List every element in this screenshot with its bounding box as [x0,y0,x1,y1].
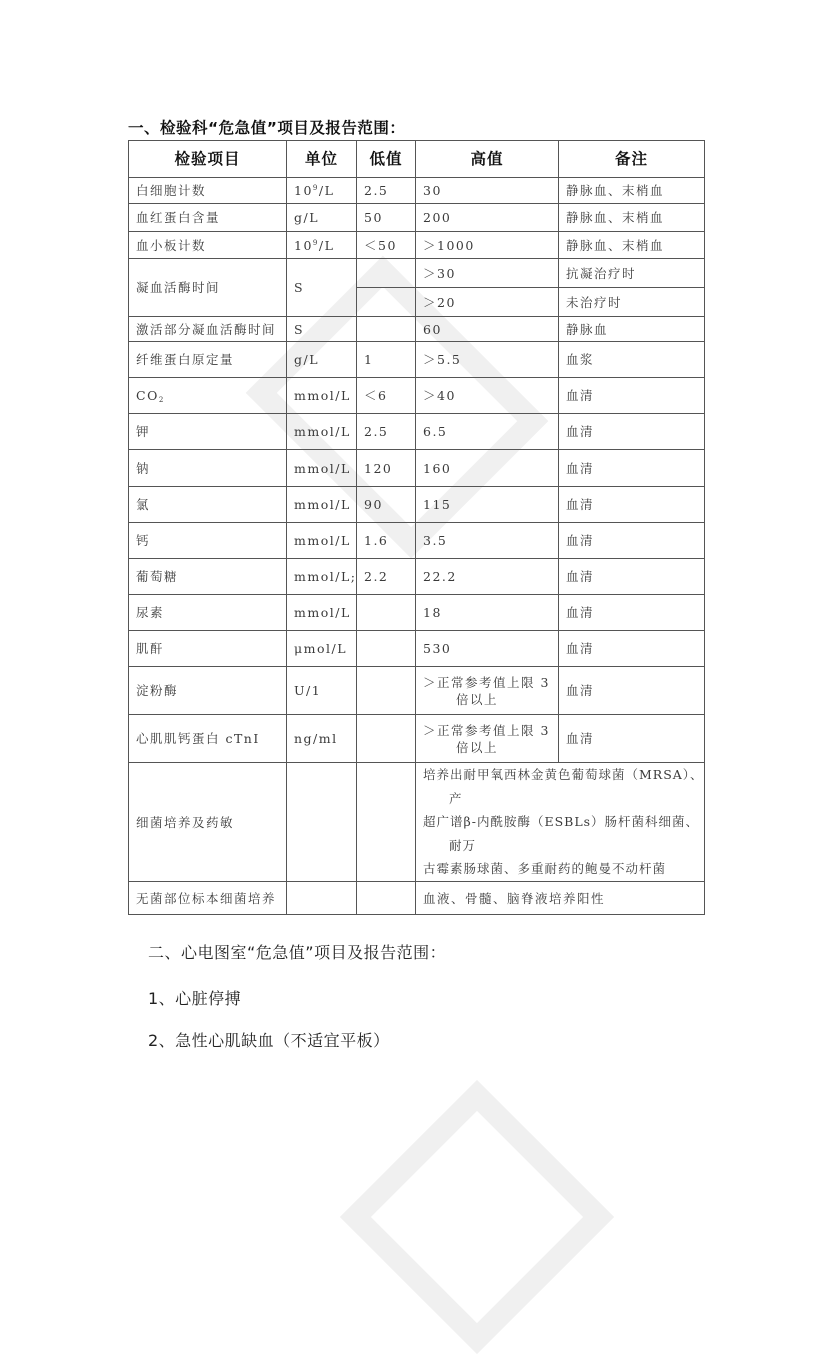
unit-cell [287,178,357,204]
table-row [129,178,705,204]
low-cell: 120 [357,450,416,487]
watermark-logo [340,1080,614,1354]
unit-rest: /L [318,183,335,198]
low-cell: ＜6 [357,378,416,414]
unit-cell: g/L [287,342,357,378]
low-cell: 2.5 [357,414,416,450]
unit-cell: mmol/L [287,523,357,559]
high-cell [416,667,559,715]
high-line: 倍以上 [456,739,499,755]
item-cell: 钠 [129,450,287,487]
item-cell: 氯 [129,487,287,523]
table-row [129,232,705,259]
unit-base: 10 [294,237,313,253]
item-base: CO [136,388,159,403]
high-cell: 血液、骨髓、脑脊液培养阳性 [416,882,705,915]
critical-values-table [128,140,705,915]
table-row [129,715,705,763]
high-line: ＞正常参考值上限 3 [423,722,550,738]
high-cell: 60 [416,317,559,342]
table-row [129,559,705,595]
low-cell [357,667,416,715]
low-cell: ＜50 [357,232,416,259]
unit-cell: S [287,317,357,342]
item-cell: 凝血活酶时间 [129,259,287,317]
item-cell: 尿素 [129,595,287,631]
low-cell: 50 [357,204,416,232]
high-cell: 18 [416,595,559,631]
note-cell: 血清 [559,631,705,667]
item-cell: 血红蛋白含量 [129,204,287,232]
table-row [129,259,705,288]
unit-exponent: 9 [312,184,319,192]
unit-cell: mmol/L [287,414,357,450]
note-cell: 血清 [559,523,705,559]
high-cell [416,763,705,882]
header-low: 低值 [357,141,416,178]
unit-exponent: 9 [312,238,319,247]
item-cell: 心肌肌钙蛋白 cTnI [129,715,287,763]
unit-cell: U/1 [287,667,357,715]
header-item: 检验项目 [129,141,287,178]
unit-cell [287,882,357,915]
unit-cell: mmol/L; [287,559,357,595]
low-cell [357,595,416,631]
note-cell: 血浆 [559,342,705,378]
low-cell: 2.2 [357,559,416,595]
low-cell: 2.5 [357,178,416,204]
note-cell: 静脉血、末梢血 [559,178,705,204]
high-cell: 160 [416,450,559,487]
note-cell: 血清 [559,595,705,631]
unit-cell: mmol/L [287,595,357,631]
high-line: 倍以上 [456,691,499,707]
high-cell: 22.2 [416,559,559,595]
item-cell: 激活部分凝血活酶时间 [129,317,287,342]
item-cell: 淀粉酶 [129,667,287,715]
low-cell: 1.6 [357,523,416,559]
table-row [129,763,705,882]
high-cell: ＞20 [416,288,559,317]
note-cell: 血清 [559,715,705,763]
high-cell: ＞40 [416,378,559,414]
low-cell [357,259,416,288]
item-cell: 血小板计数 [129,232,287,259]
unit-cell: μmol/L [287,631,357,667]
header-high: 高值 [416,141,559,178]
high-line: 超广谱β-内酰胺酶（ESBLs）肠杆菌科细菌、 [423,814,700,830]
table-row [129,882,705,915]
ecg-item: 2、急性心肌缺血（不适宜平板） [148,1031,390,1050]
note-cell: 血清 [559,559,705,595]
unit-cell [287,763,357,882]
unit-cell: S [287,259,357,317]
high-line: 耐万 [449,837,477,853]
unit-base: 10 [294,183,313,198]
note-cell: 静脉血、末梢血 [559,232,705,259]
table-row [129,414,705,450]
unit-cell [287,232,357,259]
table-row [129,595,705,631]
item-cell: 钙 [129,523,287,559]
section-2-title: 二、心电图室“危急值”项目及报告范围： [148,943,447,962]
low-cell [357,288,416,317]
high-line: 培养出耐甲氧西林金黄色葡萄球菌（MRSA）、 [423,767,704,783]
note-cell: 血清 [559,378,705,414]
table-row [129,487,705,523]
item-cell: 钾 [129,414,287,450]
unit-cell: mmol/L [287,450,357,487]
item-cell: 无菌部位标本细菌培养 [129,882,287,915]
low-cell [357,317,416,342]
note-cell: 静脉血 [559,317,705,342]
table-row [129,523,705,559]
low-cell [357,715,416,763]
high-cell: ＞1000 [416,232,559,259]
unit-rest: /L [318,237,335,253]
high-cell: 3.5 [416,523,559,559]
high-line: 产 [449,790,463,806]
table-row [129,631,705,667]
note-cell: 未治疗时 [559,288,705,317]
item-cell [129,378,287,414]
low-cell [357,763,416,882]
header-note: 备注 [559,141,705,178]
table-row [129,204,705,232]
low-cell [357,631,416,667]
low-cell [357,882,416,915]
table-row [129,317,705,342]
ecg-item: 1、心脏停搏 [148,989,242,1008]
item-cell: 葡萄糖 [129,559,287,595]
high-cell: 6.5 [416,414,559,450]
high-cell: 30 [416,178,559,204]
table-row [129,378,705,414]
item-subscript: 2 [158,396,165,404]
high-line: ＞正常参考值上限 3 [423,674,550,690]
high-cell: 530 [416,631,559,667]
table-header-row [129,141,705,178]
high-cell: 115 [416,487,559,523]
table-row [129,450,705,487]
low-cell: 1 [357,342,416,378]
high-cell [416,715,559,763]
high-cell: 200 [416,204,559,232]
high-line: 古霉素肠球菌、多重耐药的鲍曼不动杆菌 [423,861,667,877]
note-cell: 抗凝治疗时 [559,259,705,288]
unit-cell: mmol/L [287,378,357,414]
note-cell: 血清 [559,487,705,523]
table-row [129,342,705,378]
item-cell: 细菌培养及药敏 [129,763,287,882]
high-cell: ＞30 [416,259,559,288]
note-cell: 血清 [559,667,705,715]
low-cell: 90 [357,487,416,523]
high-cell: ＞5.5 [416,342,559,378]
note-cell: 血清 [559,450,705,487]
note-cell: 静脉血、末梢血 [559,204,705,232]
unit-cell: ng/ml [287,715,357,763]
item-cell: 白细胞计数 [129,178,287,204]
item-cell: 肌酐 [129,631,287,667]
unit-cell: mmol/L [287,487,357,523]
section-1-title: 一、检验科“危急值”项目及报告范围： [128,119,406,137]
unit-cell: g/L [287,204,357,232]
header-unit: 单位 [287,141,357,178]
note-cell: 血清 [559,414,705,450]
item-cell: 纤维蛋白原定量 [129,342,287,378]
table-row [129,667,705,715]
